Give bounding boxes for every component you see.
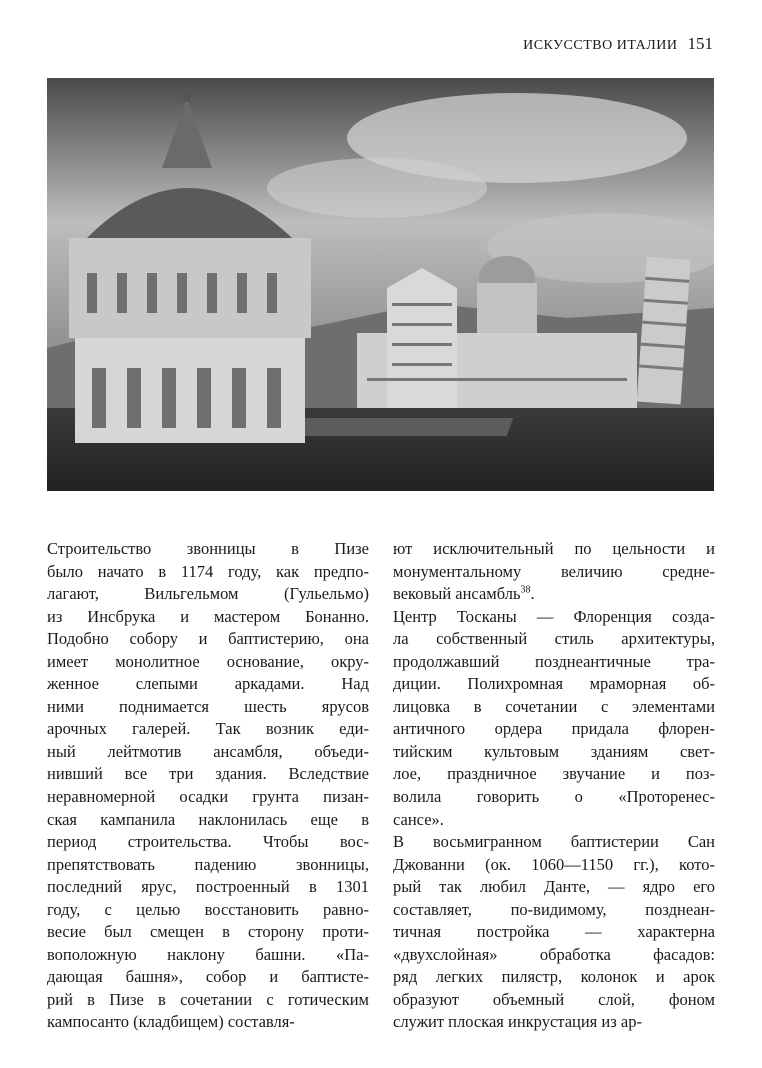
text-column-left xyxy=(47,538,369,1034)
text-line: лицовка в сочетании с элементами xyxy=(393,696,715,716)
text-line: диции. Полихромная мраморная об- xyxy=(393,674,715,694)
text-line: тичная постройка — характерна xyxy=(393,922,715,942)
text-line: году, с целью восстановить равно- xyxy=(47,899,369,919)
text-line: последний ярус, построенный в 1301 xyxy=(47,877,369,897)
text-line: неравномерной осадки грунта пизан- xyxy=(47,787,369,807)
text-line: античного ордера придала флорен- xyxy=(393,719,715,739)
text-line: нивший все три здания. Вследствие xyxy=(47,764,369,784)
text-line: В восьмигранном баптистерии Сан xyxy=(393,832,715,852)
text-line: ный лейтмотив ансамбля, объеди- xyxy=(47,741,369,761)
text-line-with-footnote xyxy=(393,583,715,606)
text-line: ют исключительный по цельности и xyxy=(393,539,715,558)
text-line: женное слепыми аркадами. Над xyxy=(47,674,369,694)
text-line: имеет монолитное основание, окру- xyxy=(47,651,369,671)
text-line: дающая башня», собор и баптисте- xyxy=(47,967,369,987)
text-line: сансе». xyxy=(393,809,444,829)
text-line: тийским культовым зданиям свет- xyxy=(393,741,715,761)
text-column-right-rest xyxy=(393,606,715,1034)
text-line: лое, праздничное звучание и поз- xyxy=(393,764,715,784)
text-fragment: . xyxy=(530,584,535,604)
text-line: лагают, Вильгельмом (Гульельмо) xyxy=(47,584,369,604)
pisa-photo xyxy=(47,78,714,491)
text-line: было начато в 1174 году, как предпо- xyxy=(47,561,369,581)
text-line: ская кампанила наклонилась еще в xyxy=(47,809,369,829)
text-line: рый так любил Данте, — ядро его xyxy=(393,877,715,897)
text-line: весие был смещен в сторону проти- xyxy=(47,922,369,942)
text-line: ряд легких пилястр, колонок и арок xyxy=(393,967,715,987)
text-line: Подобно собору и баптистерию, она xyxy=(47,629,369,649)
text-line: монументальному величию средне- xyxy=(393,561,715,581)
footnote-ref: 38 xyxy=(520,584,531,596)
text-line: из Инсбрука и мастером Бонанно. xyxy=(47,606,369,626)
pisa-photo-drawing xyxy=(47,78,714,491)
page-header xyxy=(523,34,713,54)
running-title: ИСКУССТВО ИТАЛИИ xyxy=(523,38,678,53)
page-number: 151 xyxy=(687,34,713,53)
text-line: арочных галерей. Так возник еди- xyxy=(47,719,369,739)
text-line: волила говорить о «Проторенес- xyxy=(393,787,715,807)
text-line: Центр Тосканы — Флоренция созда- xyxy=(393,606,715,626)
text-line: ними поднимается шесть ярусов xyxy=(47,696,369,716)
text-line: Джованни (ок. 1060—1150 гг.), кото- xyxy=(393,854,715,874)
text-line: воположную наклону башни. «Па- xyxy=(47,944,369,964)
text-line: ла собственный стиль архитектуры, xyxy=(393,629,715,649)
text-line: период строительства. Чтобы вос- xyxy=(47,832,369,852)
text-line: Строительство звонницы в Пизе xyxy=(47,539,369,558)
text-line: образуют объемный слой, фоном xyxy=(393,989,715,1009)
text-line: продолжавший позднеантичные тра- xyxy=(393,651,715,671)
text-fragment: вековый ансамбль xyxy=(393,584,521,604)
text-line: составляет, по-видимому, позднеан- xyxy=(393,899,715,919)
text-line: препятствовать падению звонницы, xyxy=(47,854,369,874)
text-line: служит плоская инкрустация из ар- xyxy=(393,1012,642,1032)
text-line: кампосанто (кладбищем) составля- xyxy=(47,1012,295,1032)
text-line: рий в Пизе в сочетании с готическим xyxy=(47,989,369,1009)
text-line: «двухслойная» обработка фасадов: xyxy=(393,944,715,964)
text-column-right xyxy=(393,538,715,1034)
